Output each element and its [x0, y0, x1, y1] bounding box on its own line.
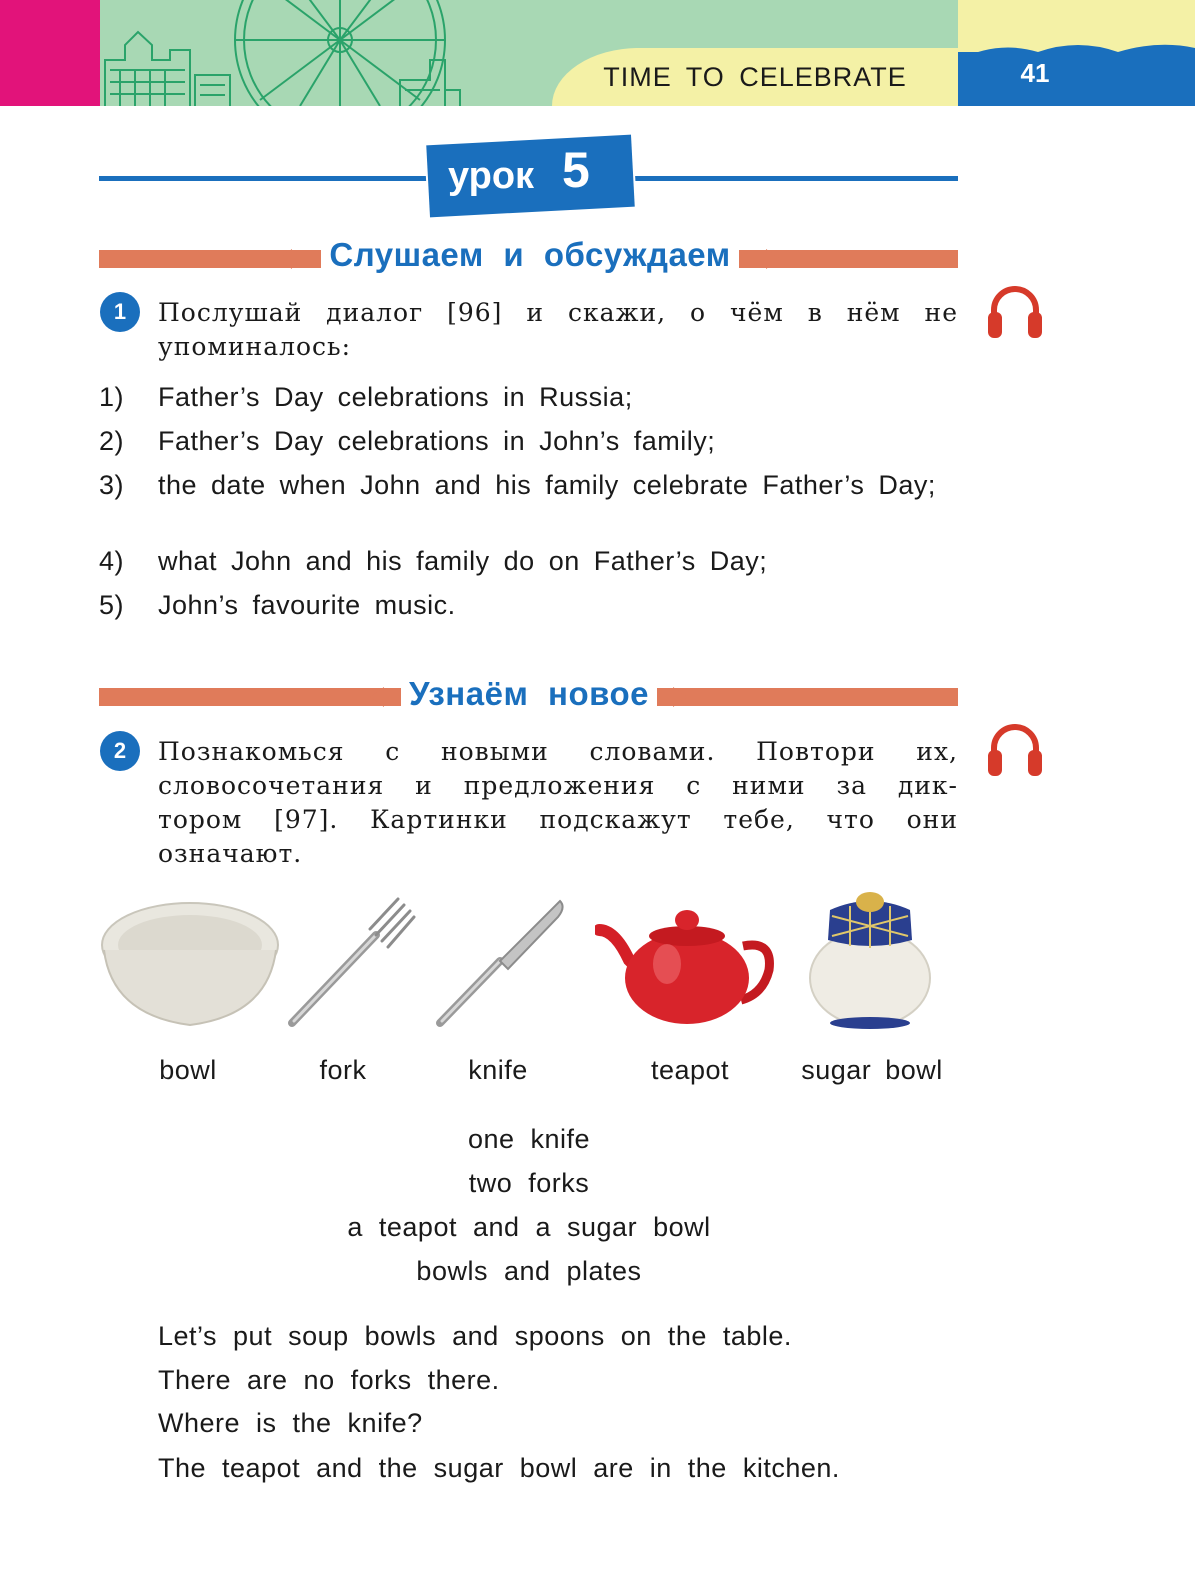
headphones-icon[interactable]: [986, 720, 1044, 778]
section-title-listen: Слушаем и обсуждаем: [321, 236, 738, 273]
instruction-line: тором [97]. Картинки подскажут тебе, что они: [158, 805, 958, 834]
word-label: fork: [319, 1055, 367, 1085]
section-title-learn: Узнаём новое: [401, 675, 657, 712]
sugar-bowl-picture: [800, 888, 940, 1033]
word-label: teapot: [650, 1055, 730, 1085]
list-item: John’s favourite music.: [158, 590, 456, 620]
list-item-number: 2): [99, 426, 125, 456]
teapot-picture: [595, 890, 775, 1030]
sentence: Where is the knife?: [158, 1408, 423, 1438]
exercise-2-instruction: [158, 735, 958, 871]
instruction-line: упоминалось:: [158, 332, 352, 361]
word-label: knife: [468, 1055, 528, 1085]
sentence: The teapot and the sugar bowl are in the kitchen.: [158, 1453, 840, 1483]
list-item-number: 3): [99, 470, 125, 500]
list-item-number: 5): [99, 590, 125, 620]
list-item-number: 4): [99, 546, 125, 576]
instruction-line: Познакомься с новыми словами. Повтори их,: [158, 737, 958, 766]
list-item: Father’s Day celebrations in John’s family;: [158, 426, 716, 456]
list-item: Father’s Day celebrations in Russia;: [158, 382, 633, 412]
word-label: bowl: [159, 1055, 217, 1085]
page-number-tab: [958, 52, 1195, 106]
chevron-left-icon: [370, 687, 384, 707]
exercise-1-instruction: [158, 296, 958, 364]
instruction-line: словосочетания и предложения с ними за дик-: [158, 771, 958, 800]
list-item: the date when John and his family celebrate Father’s Day;: [158, 470, 936, 500]
exercise-number: 2: [100, 731, 140, 771]
list-item: what John and his family do on Father’s Day;: [158, 546, 768, 576]
chevron-left-icon: [278, 249, 292, 269]
sentence: There are no forks there.: [158, 1365, 500, 1395]
chevron-right-icon: [673, 687, 687, 707]
list-item-number: 1): [99, 382, 125, 412]
word-label: sugar bowl: [801, 1055, 943, 1085]
chapter-title: TIME TO CELEBRATE: [603, 62, 907, 92]
phrase: bowls and plates: [416, 1256, 642, 1286]
fork-picture: [280, 895, 420, 1035]
instruction-line: Послушай диалог [96] и скажи, о чём в нём не: [158, 298, 958, 327]
exercise-number: 1: [100, 292, 140, 332]
phrase: a teapot and a sugar bowl: [347, 1212, 711, 1242]
page-number: 41: [1020, 58, 1050, 88]
section-heading-wrapper: [0, 675, 1058, 713]
lesson-label: урок: [448, 155, 535, 197]
header-pink-block: [0, 0, 100, 106]
lesson-number: 5: [562, 142, 590, 198]
sentence: Let’s put soup bowls and spoons on the table.: [158, 1321, 792, 1351]
headphones-icon[interactable]: [986, 282, 1044, 340]
section-heading-wrapper: [0, 236, 1060, 274]
knife-picture: [430, 895, 570, 1035]
chevron-right-icon: [766, 249, 780, 269]
instruction-line: означают.: [158, 839, 303, 868]
phrase: one knife: [467, 1124, 591, 1154]
phrase: two forks: [468, 1168, 590, 1198]
bowl-picture: [100, 895, 280, 1035]
